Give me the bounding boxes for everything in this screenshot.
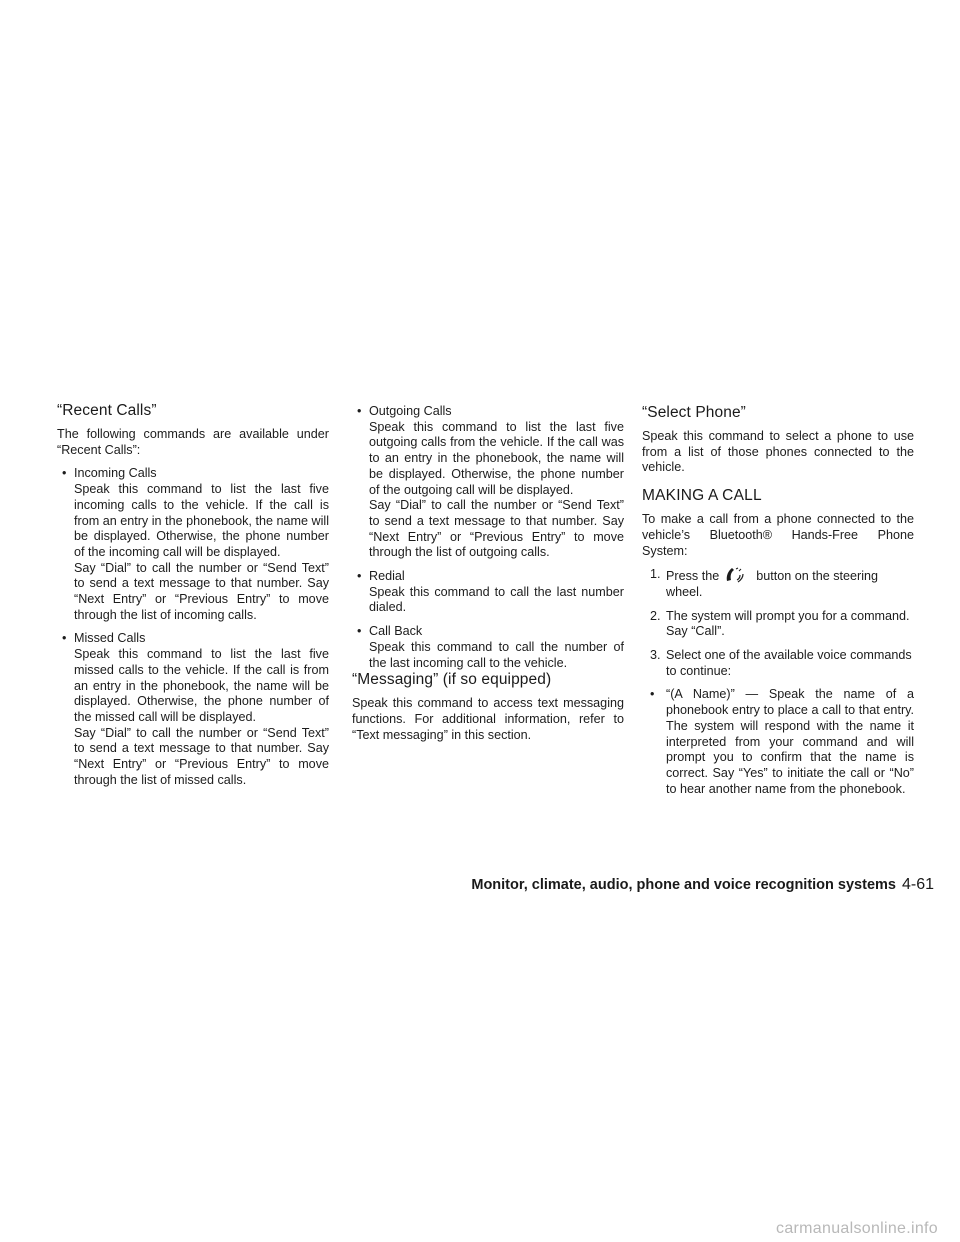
step-text: Select one of the available voice commands to continue: bbox=[666, 648, 912, 678]
page-footer bbox=[471, 876, 934, 894]
recent-calls-intro: The following commands are available under “Recent Calls”: bbox=[57, 427, 329, 457]
column-middle bbox=[352, 404, 624, 743]
list-item-outgoing-calls bbox=[352, 404, 624, 561]
item-text-1: Speak this command to list the last five missed calls to the vehicle. If the call is from an entry in the phonebook, the name will be displayed. Otherwise, the phone number of the missed call will be displayed. bbox=[74, 647, 329, 724]
item-body bbox=[74, 482, 329, 623]
step-number: 2. bbox=[650, 608, 661, 623]
phone-voice-icon bbox=[723, 567, 753, 583]
item-body bbox=[369, 420, 624, 561]
item-text-1: Speak this command to call the number of the last incoming call to the vehicle. bbox=[369, 639, 624, 670]
item-text-1: Speak this command to list the last five outgoing calls from the vehicle. If the call was to an entry in the phonebook, the name will be displayed. Otherwise, the phone number of the outgoing call will be displayed. bbox=[369, 419, 624, 497]
select-phone-heading: “Select Phone” bbox=[642, 404, 746, 421]
bullet: • bbox=[62, 631, 67, 646]
bullet: • bbox=[650, 687, 655, 702]
item-title: Missed Calls bbox=[74, 631, 146, 646]
select-phone-paragraph: Speak this command to select a phone to use from a list of those phones connected to the vehicle. bbox=[642, 429, 914, 475]
step-text-before: Press the bbox=[666, 569, 720, 584]
item-title: Redial bbox=[369, 569, 405, 584]
list-item-redial bbox=[352, 569, 624, 616]
bullet: • bbox=[357, 569, 362, 584]
item-text: “(A Name)” — Speak the name of a phonebook entry to place a call to that entry. The system will respond with the name it interpreted from your command and will prompt you to confirm that the name is correct. Say “Yes” to initiate the call or “No” to hear another name from the phonebook. bbox=[666, 687, 914, 796]
step-text: The system will prompt you for a command. Say “Call”. bbox=[666, 608, 910, 639]
column-left bbox=[57, 402, 329, 788]
item-title: Call Back bbox=[369, 624, 423, 639]
messaging-paragraph: Speak this command to access text messaging functions. For additional information, refer to “Text messaging” in this section. bbox=[352, 696, 624, 742]
item-body bbox=[369, 640, 624, 671]
item-text-1: Speak this command to call the last number dialed. bbox=[369, 584, 624, 615]
list-item-incoming-calls bbox=[57, 466, 329, 623]
messaging-heading: “Messaging” (if so equipped) bbox=[352, 671, 552, 689]
bullet: • bbox=[357, 624, 362, 639]
step-text-after: button on the steering wheel. bbox=[666, 569, 879, 599]
item-body bbox=[74, 647, 329, 788]
recent-calls-heading: “Recent Calls” bbox=[57, 402, 157, 419]
item-text-2: Say “Dial” to call the number or “Send Text” to send a text message to that number. Say “Next Entry” or “Previous Entry” to move through the list of incoming calls. bbox=[74, 560, 329, 622]
section-title: Monitor, climate, audio, phone and voice recognition systems bbox=[471, 877, 896, 893]
step-3 bbox=[642, 648, 914, 679]
column-right bbox=[642, 404, 914, 797]
making-a-call-paragraph: To make a call from a phone connected to the vehicle’s Bluetooth® Hands-Free Phone System: bbox=[642, 512, 914, 558]
list-item-a-name bbox=[642, 687, 914, 797]
list-item-call-back bbox=[352, 624, 624, 671]
list-item-missed-calls bbox=[57, 631, 329, 788]
step-1 bbox=[642, 567, 914, 600]
item-title: Outgoing Calls bbox=[369, 404, 452, 418]
page-number: 4-61 bbox=[901, 876, 934, 893]
watermark: carmanualsonline.info bbox=[776, 1220, 938, 1237]
item-text-2: Say “Dial” to call the number or “Send Text” to send a text message to that number. Say “Next Entry” or “Previous Entry” to move through the list of outgoing calls. bbox=[369, 498, 624, 560]
step-number: 3. bbox=[650, 648, 661, 663]
item-title: Incoming Calls bbox=[74, 466, 157, 481]
item-text-1: Speak this command to list the last five incoming calls to the vehicle. If the call is from an entry in the phonebook, the name will be displayed. Otherwise, the phone number of the incoming call will be displayed. bbox=[74, 482, 329, 559]
bullet: • bbox=[357, 404, 362, 418]
step-number: 1. bbox=[650, 567, 661, 582]
making-a-call-heading: MAKING A CALL bbox=[642, 487, 762, 505]
bullet: • bbox=[62, 466, 67, 481]
item-body bbox=[369, 585, 624, 616]
item-text-2: Say “Dial” to call the number or “Send Text” to send a text message to that number. Say “Next Entry” or “Previous Entry” to move through the list of missed calls. bbox=[74, 725, 329, 787]
step-2 bbox=[642, 609, 914, 640]
